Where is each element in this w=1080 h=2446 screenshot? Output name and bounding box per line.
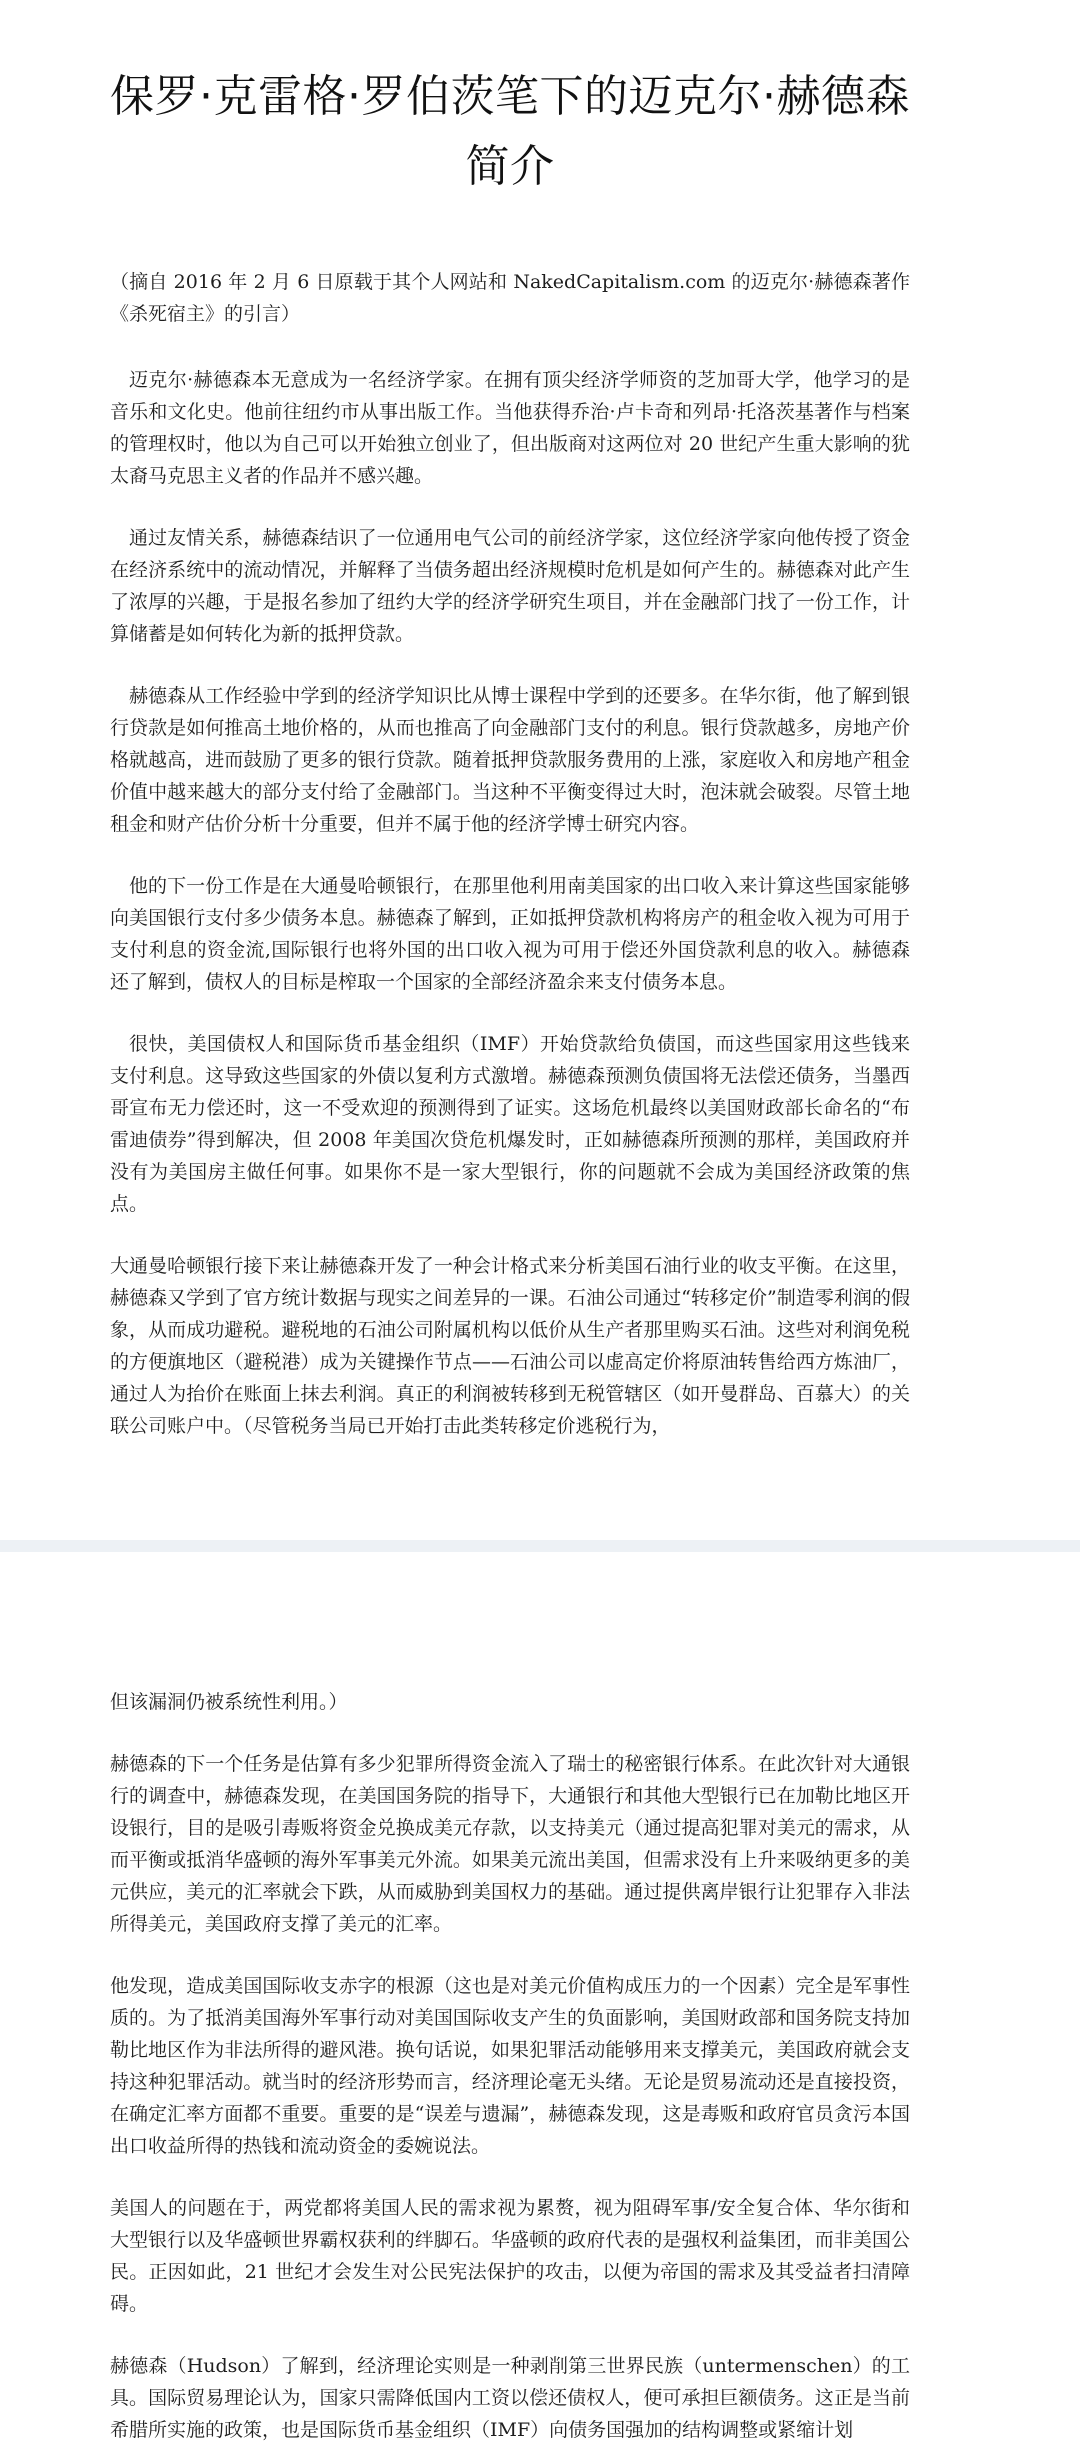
document-title: 保罗·克雷格·罗伯茨笔下的迈克尔·赫德森简介 xyxy=(110,71,910,192)
paragraph: 他发现，造成美国国际收支赤字的根源（这也是对美元价值构成压力的一个因素）完全是军事性质的。为了抵消美国海外军事行动对美国国际收支产生的负面影响，美国财政部和国务院支持加勒比地区作为非法所得的避风港。换句话说，如果犯罪活动能够用来支撑美元，美国政府就会支持这种犯罪活动。就当时的经济形势而言，经济理论毫无头绪。无论是贸易流动还是直接投资，在确定汇率方面都不重要。重要的是“误差与遗漏”，赫德森发现，这是毒贩和政府官员贪污本国出口收益所得的热钱和流动资金的委婉说法。 xyxy=(110,1975,910,2157)
document-page-2 xyxy=(0,1552,1080,2441)
excerpt-note: （摘自 2016 年 2 月 6 日原载于其个人网站和 NakedCapitalism.com 的迈克尔·赫德森著作《杀死宿主》的引言） xyxy=(110,271,910,325)
paragraph: 赫德森的下一个任务是估算有多少犯罪所得资金流入了瑞士的秘密银行体系。在此次针对大通银行的调查中，赫德森发现，在美国国务院的指导下，大通银行和其他大型银行已在加勒比地区开设银行，目的是吸引毒贩将资金兑换成美元存款，以支持美元（通过提高犯罪对美元的需求，从而平衡或抵消华盛顿的海外军事美元外流。如果美元流出美国，但需求没有上升来吸纳更多的美元供应，美元的汇率就会下跌，从而威胁到美国权力的基础。通过提供离岸银行让犯罪存入非法所得美元，美国政府支撑了美元的汇率。 xyxy=(110,1753,910,1935)
paragraph: 他的下一份工作是在大通曼哈顿银行，在那里他利用南美国家的出口收入来计算这些国家能够向美国银行支付多少债务本息。赫德森了解到，正如抵押贷款机构将房产的租金收入视为可用于支付利息的资金流,国际银行也将外国的出口收入视为可用于偿还外国贷款利息的收入。赫德森还了解到，债权人的目标是榨取一个国家的全部经济盈余来支付债务本息。 xyxy=(110,875,910,993)
paragraph: 很快，美国债权人和国际货币基金组织（IMF）开始贷款给负债国，而这些国家用这些钱来支付利息。这导致这些国家的外债以复利方式激增。赫德森预测负债国将无法偿还债务，当墨西哥宣布无力偿还时，这一不受欢迎的预测得到了证实。这场危机最终以美国财政部长命名的“布雷迪债券”得到解决，但 2008 年美国次贷危机爆发时，正如赫德森所预测的那样，美国政府并没有为美国房主做任何事。如果你不是一家大型银行，你的问题就不会成为美国经济政策的焦点。 xyxy=(110,1033,910,1215)
paragraph: 大通曼哈顿银行接下来让赫德森开发了一种会计格式来分析美国石油行业的收支平衡。在这里，赫德森又学到了官方统计数据与现实之间差异的一课。石油公司通过“转移定价”制造零利润的假象，从而成功避税。避税地的石油公司附属机构以低价从生产者那里购买石油。这些对利润免税的方便旗地区（避税港）成为关键操作节点——石油公司以虚高定价将原油转售给西方炼油厂，通过人为抬价在账面上抹去利润。真正的利润被转移到无税管辖区（如开曼群岛、百慕大）的关联公司账户中。（尽管税务当局已开始打击此类转移定价逃税行为， xyxy=(110,1255,910,1437)
page-1-body xyxy=(110,266,910,1442)
paragraph: 迈克尔·赫德森本无意成为一名经济学家。在拥有顶尖经济学师资的芝加哥大学，他学习的是音乐和文化史。他前往纽约市从事出版工作。当他获得乔治·卢卡奇和列昂·托洛茨基著作与档案的管理权时，他以为自己可以开始独立创业了，但出版商对这两位对 20 世纪产生重大影响的犹太裔马克思主义者的作品并不感兴趣。 xyxy=(110,369,910,487)
paragraph: 美国人的问题在于，两党都将美国人民的需求视为累赘，视为阻碍军事/安全复合体、华尔街和大型银行以及华盛顿世界霸权获利的绊脚石。华盛顿的政府代表的是强权利益集团，而非美国公民。正因如此，21 世纪才会发生对公民宪法保护的攻击，以便为帝国的需求及其受益者扫清障碍。 xyxy=(110,2197,910,2315)
paragraph: 但该漏洞仍被系统性利用。） xyxy=(110,1691,348,1713)
page-2-body xyxy=(110,1686,910,2446)
paragraph: 赫德森从工作经验中学到的经济学知识比从博士课程中学到的还要多。在华尔街，他了解到银行贷款是如何推高土地价格的，从而也推高了向金融部门支付的利息。银行贷款越多，房地产价格就越高，进而鼓励了更多的银行贷款。随着抵押贷款服务费用的上涨，家庭收入和房地产租金价值中越来越大的部分支付给了金融部门。当这种不平衡变得过大时，泡沫就会破裂。尽管土地租金和财产估价分析十分重要，但并不属于他的经济学博士研究内容。 xyxy=(110,685,910,835)
page-separator xyxy=(0,1540,1080,1552)
paragraph: 赫德森（Hudson）了解到，经济理论实则是一种剥削第三世界民族（untermenschen）的工具。国际贸易理论认为，国家只需降低国内工资以偿还债权人，便可承担巨额债务。这正是当前希腊所实施的政策，也是国际货币基金组织（IMF）向债务国强加的结构调整或紧缩计划 xyxy=(110,2355,910,2441)
paragraph: 通过友情关系，赫德森结识了一位通用电气公司的前经济学家，这位经济学家向他传授了资金在经济系统中的流动情况，并解释了当债务超出经济规模时危机是如何产生的。赫德森对此产生了浓厚的兴趣，于是报名参加了纽约大学的经济学研究生项目，并在金融部门找了一份工作，计算储蓄是如何转化为新的抵押贷款。 xyxy=(110,527,910,645)
